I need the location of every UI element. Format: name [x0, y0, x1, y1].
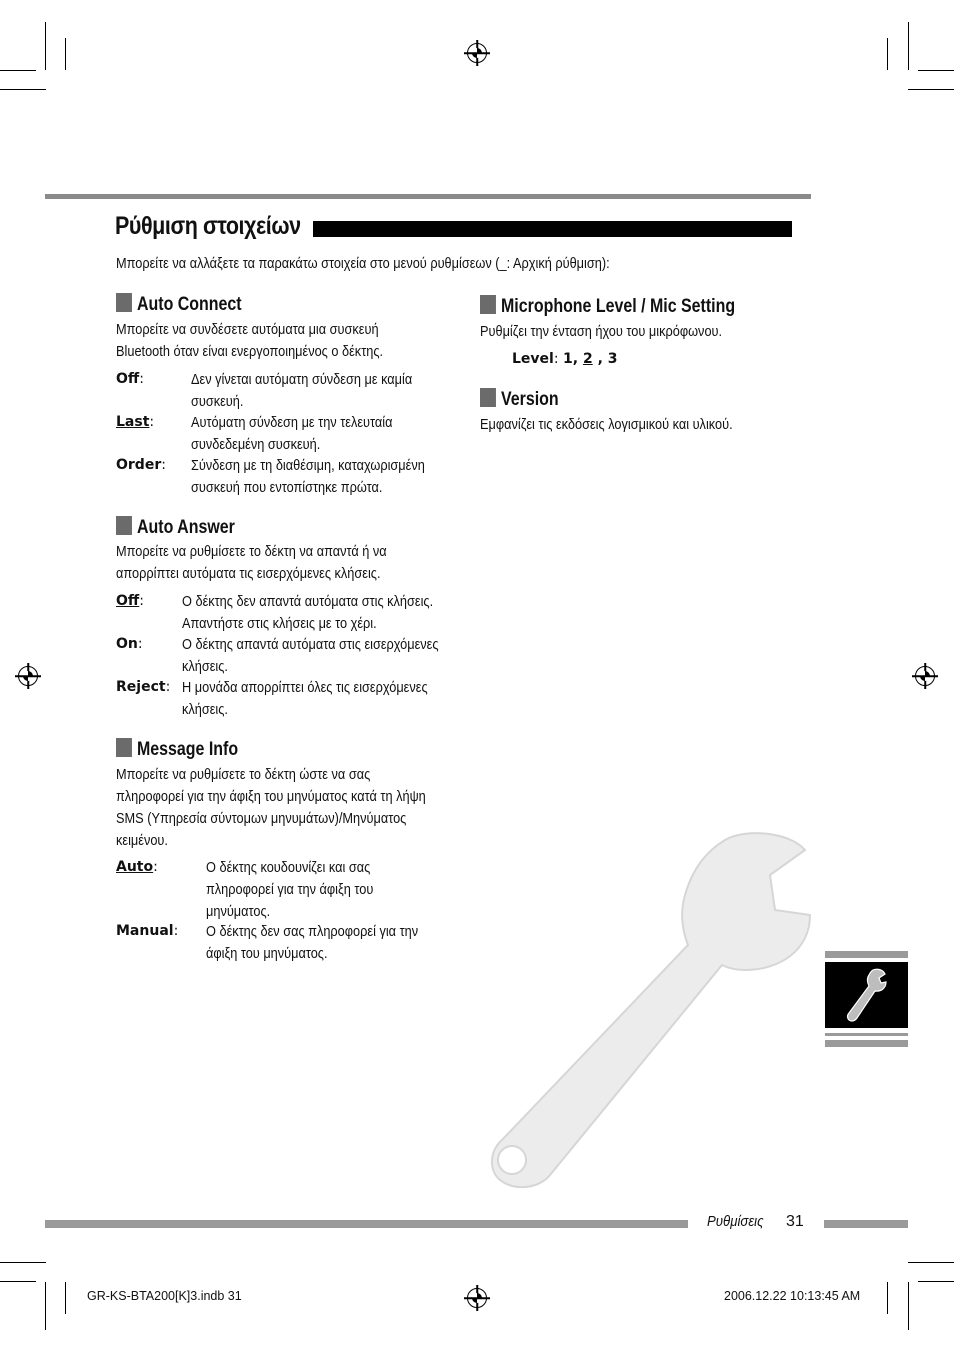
square-bullet-icon [480, 388, 496, 407]
auto-answer-title: Auto Answer [137, 517, 235, 538]
auto-connect-off-desc-1: Δεν γίνεται αυτόματη σύνδεση με καμία [191, 372, 413, 388]
auto-connect-last-desc-2: συνδεδεμένη συσκευή. [191, 437, 321, 453]
auto-answer-reject-label: Reject: [116, 679, 171, 695]
message-info-auto-label: Auto: [116, 859, 158, 875]
auto-connect-last-label: Last: [116, 414, 155, 430]
auto-connect-order-label: Order: [116, 457, 166, 473]
mic-level-label: Level [512, 351, 554, 367]
auto-connect-order-desc-2: συσκευή που εντοπίστηκε πρώτα. [191, 480, 383, 496]
mic-heading [480, 295, 735, 318]
page-number: 31 [786, 1213, 804, 1230]
auto-answer-on-label: On: [116, 636, 143, 652]
page-title: Ρύθμιση στοιχείων [115, 212, 301, 240]
option-label: Auto [116, 859, 154, 875]
mic-title: Microphone Level / Mic Setting [501, 296, 736, 317]
option-label: Manual [116, 923, 174, 939]
message-info-auto-desc-1: Ο δέκτης κουδουνίζει και σας [206, 860, 371, 876]
settings-side-tab [825, 951, 908, 1048]
footer-file-name: GR-KS-BTA200[K]3.indb 31 [87, 1289, 242, 1303]
auto-connect-off-label: Off: [116, 371, 144, 387]
registration-mark-left [18, 666, 38, 686]
message-info-desc-1: Μπορείτε να ρυθμίσετε το δέκτη ώστε να σας [116, 767, 371, 783]
auto-answer-reject-desc-1: Η μονάδα απορρίπτει όλες τις εισερχόμενες [182, 680, 428, 696]
auto-answer-heading [116, 516, 235, 539]
square-bullet-icon [116, 293, 132, 312]
auto-connect-desc-2: Bluetooth όταν είναι ενεργοποιημένος ο δέκτης. [116, 344, 384, 360]
option-label: On [116, 636, 138, 652]
auto-answer-on-desc-1: Ο δέκτης απαντά αυτόματα στις εισερχόμενες [182, 637, 439, 653]
auto-connect-order-desc-1: Σύνδεση με τη διαθέσιμη, καταχωρισμένη [191, 458, 425, 474]
wrench-icon [470, 820, 820, 1200]
mic-level-value-3: , 3 [592, 351, 618, 367]
mic-level-value-2: 2 [582, 351, 593, 367]
auto-connect-heading [116, 293, 242, 316]
message-info-desc-4: κειμένου. [116, 833, 168, 849]
auto-connect-off-desc-2: συσκευή. [191, 394, 244, 410]
bottom-rule-right [824, 1220, 908, 1228]
message-info-title: Message Info [137, 739, 239, 760]
auto-answer-desc-1: Μπορείτε να ρυθμίσετε το δέκτη να απαντά ή να [116, 544, 387, 560]
auto-answer-reject-desc-2: κλήσεις. [182, 702, 228, 718]
registration-mark-bottom [467, 1288, 487, 1308]
mic-level: Level: 1, 2 , 3 [512, 351, 618, 367]
registration-mark-top [467, 43, 487, 63]
auto-connect-last-desc-1: Αυτόματη σύνδεση με την τελευταία [191, 415, 393, 431]
message-info-auto-desc-3: μηνύματος. [206, 904, 271, 920]
mic-level-value-1: 1, [563, 351, 583, 367]
message-info-manual-desc-1: Ο δέκτης δεν σας πληροφορεί για την [206, 924, 419, 940]
option-label: Off [116, 593, 140, 609]
registration-mark-right [915, 666, 935, 686]
version-title: Version [501, 389, 559, 410]
option-label: Reject [116, 679, 166, 695]
message-info-auto-desc-2: πληροφορεί για την άφιξη του [206, 882, 374, 898]
message-info-heading [116, 738, 238, 761]
option-label: Off [116, 371, 140, 387]
square-bullet-icon [116, 738, 132, 757]
auto-answer-on-desc-2: κλήσεις. [182, 659, 228, 675]
auto-answer-off-desc-1: Ο δέκτης δεν απαντά αυτόματα στις κλήσεις. [182, 594, 434, 610]
title-bar [313, 221, 792, 237]
message-info-manual-label: Manual: [116, 923, 179, 939]
version-heading [480, 388, 559, 411]
message-info-manual-desc-2: άφιξη του μηνύματος. [206, 946, 328, 962]
message-info-desc-3: SMS (Υπηρεσία σύντομων μηνυμάτων)/Μηνύματος [116, 811, 407, 827]
intro-text: Μπορείτε να αλλάξετε τα παρακάτω στοιχεία στο μενού ρυθμίσεων (_: Αρχική ρύθμιση): [116, 256, 610, 272]
square-bullet-icon [480, 295, 496, 314]
footer-section-label: Ρυθμίσεις [707, 1213, 764, 1230]
auto-answer-desc-2: απορρίπτει αυτόματα τις εισερχόμενες κλήσεις. [116, 566, 381, 582]
mic-desc: Ρυθμίζει την ένταση ήχου του μικρόφωνου. [480, 324, 723, 340]
auto-answer-off-desc-2: Απαντήστε στις κλήσεις με το χέρι. [182, 616, 377, 632]
option-label: Order [116, 457, 162, 473]
message-info-desc-2: πληροφορεί για την άφιξη του μηνύματος κατά τη λήψη [116, 789, 426, 805]
square-bullet-icon [116, 516, 132, 535]
auto-connect-desc-1: Μπορείτε να συνδέσετε αυτόματα μια συσκευή [116, 322, 379, 338]
tab-wrench-icon [843, 968, 889, 1024]
top-rule [45, 194, 811, 199]
bottom-rule-left [45, 1220, 688, 1228]
option-label: Last [116, 414, 150, 430]
footer-timestamp: 2006.12.22 10:13:45 AM [724, 1289, 861, 1303]
version-desc: Εμφανίζει τις εκδόσεις λογισμικού και υλικού. [480, 417, 733, 433]
auto-connect-title: Auto Connect [137, 294, 242, 315]
auto-answer-off-label: Off: [116, 593, 144, 609]
